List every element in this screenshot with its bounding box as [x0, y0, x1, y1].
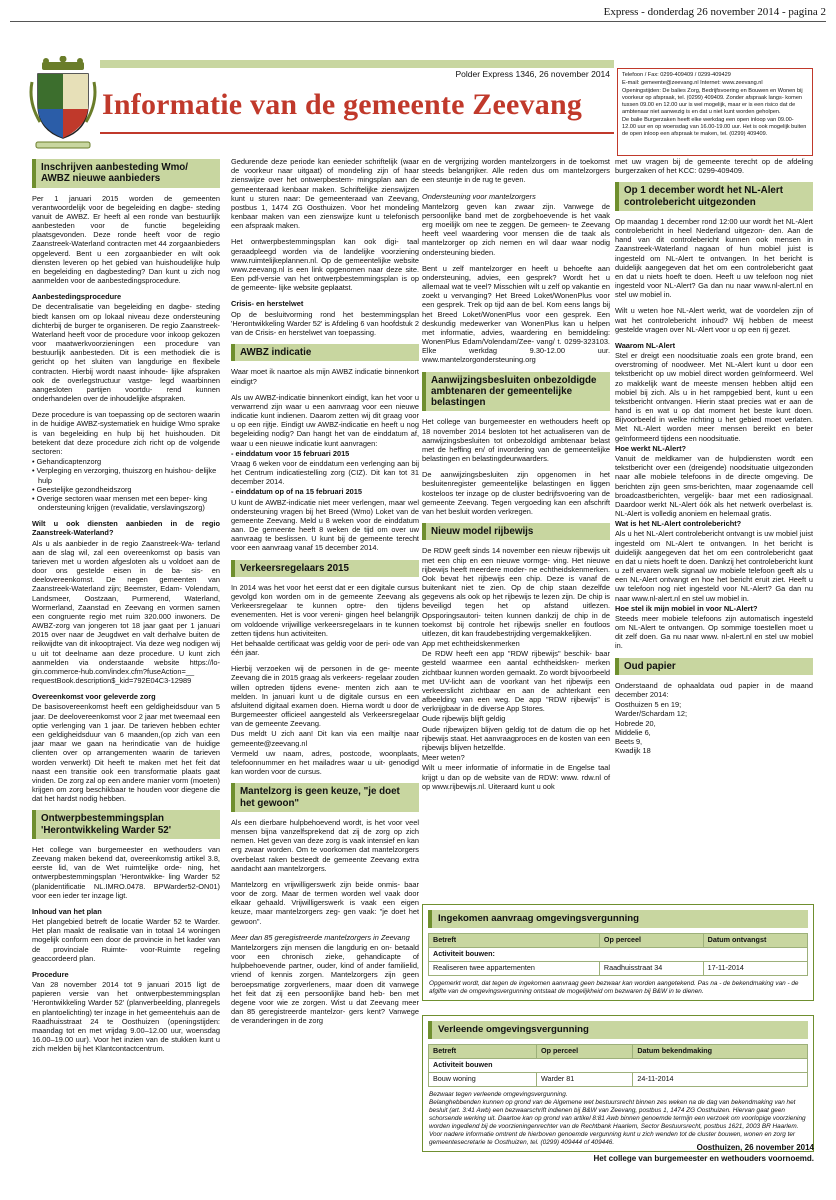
paragraph: Mantelzorg geven kan zwaar zijn. Vanwege de persoonlijke band met de zorgbehoevende is het vaak erg moeilijk om nee te zeggen. De gemeen- te Zeevang heeft veel waardering voor mensen die de taak als mantelzorger op zich nemen en wil daar waar nodig ondersteuning bieden. [422, 201, 610, 257]
signoff-date: Oosthuizen, 26 november 2014 [696, 1143, 814, 1152]
list-item: Beets 9, [615, 736, 643, 746]
column-header: Betreft [429, 933, 600, 947]
subheading: Inhoud van het plan [32, 906, 102, 916]
heading-verkeersregelaars: Verkeersregelaars 2015 [231, 560, 419, 577]
paragraph: Vraag 6 weken voor de einddatum een verlenging aan bij het Centrum indicatiestelling zorg (CIZ). Dit kan tot 31 december 2014. [231, 458, 419, 487]
list-item: • Overige sectoren waar mensen met een beper- king ondersteuning krijgen (revalidatie, verslavingszorg) [32, 493, 208, 513]
title-rule [100, 132, 614, 134]
paragraph: Steeds meer mobiele telefoons zijn automatisch ingesteld om NL-Alert te ontvangen. Op sommige toestellen moet u dit zelf doen. Ga nu naar www. nl-alert.nl en stel uw mobiel in. [615, 613, 813, 651]
list-item: Oosthuizen 5 en 19; [615, 700, 682, 710]
subheading: - einddatum voor 15 februari 2015 [231, 448, 350, 458]
paragraph: Van 28 november 2014 tot 9 januari 2015 ligt de papieren versie van het ontwerpbestemmingsplan 'Herontwikkeling Warder 52' (planverbeelding, planregels en plantoelichting) ter inzage in het gemeentehuis aan de Raadhuisstraat 24 te Oosthuizen (openingstijden: maandag tot en met vrijdag 9.00–12.00 uur, woensdag 16.00–19.00 uur). Voor het inzien van de stukken kunt u zich melden bij het Klantcontactcentrum. [32, 980, 220, 1054]
collection-dates-list [615, 700, 813, 755]
paragraph: Als uw AWBZ-indicatie binnenkort eindigt, kan het voor u verwarrend zijn waar u een aanvraag voor een nieuwe indicatie kunt indienen. Daarom zetten wij dit graag voor u op een rijtje. Eindigt uw AWBZ-indicatie en heeft u nog begeleiding nodig? Dan hangt het van de einddatum af, waar u een nieuwe indicatie kunt aanvragen: [231, 392, 419, 448]
paragraph: Het plangebied betreft de locatie Warder 52 te Warder. Het plan maakt de realisatie van in totaal 14 woningen mogelijk conform een door de provincie in het kader van de provinciale Ruimte- voor-Ruimte regeling geaccordeerd plan. [32, 917, 220, 963]
italic-subheading: Meer dan 85 geregistreerde mantelzorgers in Zeevang [231, 932, 410, 942]
column-3 [422, 157, 610, 798]
heading-awbz-indicatie: AWBZ indicatie [231, 344, 419, 361]
table-cell: 24-11-2014 [633, 1072, 808, 1086]
list-item: Hobrede 20, [615, 718, 656, 728]
subheading: Wilt u ook diensten aanbieden in de regio Zaanstreek-Waterland? [32, 519, 220, 538]
paragraph: De basisovereenkomst heeft een geldigheidsduur van 5 jaar. De deelovereenkomst voor 2 jaar met tweemaal een optie verlenging van 1 jaar. De tarieven hebben echter een geldigheidsduur van 6 maanden,(op zich van een jaar maar we gaan na herindicatie van de huidige clienten over op arrangementen waarin de tarieven worden verwerkt) Dit heeft te maken met het feit dat naast een transitie ook een transformatie plaats gaat vinden. De zorg zal op een andere manier vorm (moeten) krijgen om zorg beschikbaar te houden voor diegene die dat het hardst nodig hebben. [32, 702, 220, 804]
heading-rijbewijs: Nieuw model rijbewijs [422, 523, 610, 540]
table-cell: Activiteit bouwen [429, 1058, 808, 1072]
paragraph: U kunt de AWBZ-indicatie niet meer verlengen, maar wel ondersteuning vragen bij het Breed (Wmo) Loket van de gemeente Zeevang. Meld u 8 weken voor de einddatum aan. De gemeente heeft 8 weken de tijd om over uw aanvraag te beslissen. U kunt bij de gemeente terecht voor een aanvraag vanaf 15 december 2014. [231, 497, 419, 553]
subheading: Wat is het NL-Alert controlebericht? [615, 519, 742, 529]
list-item: • Verpleging en verzorging, thuiszorg en huishou- delijke hulp [32, 466, 217, 485]
contact-email: E-mail: gemeente@zeevang.nl Internet: www.zeevang.nl [622, 79, 763, 86]
signoff-board: Het college van burgemeester en wethouders voornoemd. [593, 1154, 814, 1163]
paragraph: Op maandag 1 december rond 12:00 uur wordt het NL-Alert controlebericht in heel Nederland uitgezon- den. Aan de hand van dit controlebericht kunnen ook mensen in Zaanstreek-Waterland nagaan of hun mobiel juist is ingesteld om NL-Alert te ontvangen. In het bericht is duidelijk aangegeven dat het om een controlebericht gaat en dat u niets hoeft te doen. Heeft u uw telefoon nog niet ingesteld voor NL-Alert? Ga dan nu naar www.nl-alert.nl en stel uw mobiel in. [615, 216, 813, 300]
paragraph: App met echtheidskenmerken [422, 639, 520, 649]
masthead-band [100, 60, 614, 68]
contact-civil-affairs: De balie Burgerzaken heeft elke werkdag een open inloop van 09.00- 12.00 uur en op woensdag van 16.00-19.00 uur. Het is ook mogelijk buiten de open inloop een afspraak te maken, tel. (0299) 409409. [622, 116, 807, 137]
table-row [429, 1072, 808, 1086]
paragraph: Onderstaand de ophaaldata oud papier in de maand december 2014: [615, 680, 813, 700]
permit-granted-note-text: Belanghebbenden kunnen op grond van de Algemene wet bestuursrecht binnen zes weken na de dag van bekendmaking van het besluit (art. 3:41 Awb) een bezwaarschrift indienen bij B&W van Zeevang, postbus 1, 1474 ZG Oosthuizen. Hiervan gaat geen schorsende werking uit. Daartoe kan op grond van artikel 8:81 Awb binnen genoemde termijn een verzoek om voorlopige voorziening worden ingediend bij de voorzieningenrechter van de Rechtbank Haarlem, Sector Bestuursrecht, postbus 1621, 2003 BR Haarlem. Voor nadere informatie omtrent de hierboven genoemde vergunning kunt u zich wenden tot de cluster bouwen, wonen en zorg ter gemeentesecretarie te Oosthuizen, tel. (0299) 409444 of 409446. [429, 1098, 806, 1146]
paragraph: De RDW heeft een app "RDW rijbewijs" beschik- baar gesteld waarmee een aantal echtheidsken- merken zichtbaar kunnen worden gemaakt. Zo wordt bijvoorbeeld met UV-licht aan de voorkant van het rijbewijs een verkeerslicht zichtbaar en aan de achterkant een afbeelding van een weg. De app "RDW rijbewijs" is verkrijgbaar in de diverse App Stores. [422, 649, 610, 714]
paragraph: Het college van burgemeester en wethouders heeft op 18 november 2014 besloten tot het actualiseren van de aanwijzingsbesluiten tot onbezoldigd ambtenaar belast met de heffing en/ of invordering van de gemeentelijke belastingen en belastingdeurwaarders. [422, 417, 610, 464]
subheading: Aanbestedingsprocedure [32, 292, 122, 302]
paragraph: Per 1 januari 2015 worden de gemeenten verantwoordelijk voor de begeleiding en dagbe- steding vanuit de AWBZ. Er heeft al een ronde van bestuurlijk aanbesteden voor de functie begeleiding plaatsgevonden. Deze ronde heeft voor de regio Zaanstreek-Waterland contracten met 44 zorgaanbieders opgeleverd. Bent u een zorgaanbieder en wilt ook diensten leveren op het gebied van huishoudelijke hulp en begeleiding en dagbesteding? Dan kunt u zich nog aanmelden voor de aanbestedingsprocedure. [32, 193, 220, 286]
subheading: Crisis- en herstelwet [231, 299, 304, 309]
table-row [429, 961, 808, 975]
table-header-row [429, 1044, 808, 1058]
paragraph: Het ontwerpbestemmingsplan kan ook digi- taal geraadpleegd worden via de landelijke voorziening www.ruimtelijkeplannen.nl. Op de gemeentelijke website www.zeevang.nl is een link opgenomen naar deze site. Een pdf-versie van het ontwerpbestemmingsplan is op de gemeente- lijke website geplaatst. [231, 237, 419, 293]
paragraph: De decentralisatie van begeleiding en dagbe- steding biedt kansen om op lokaal niveau deze ondersteuning dichterbij de burger te organiseren. De regio Zaanstreek-Waterland heeft voor de procedure voor inkoop gekozen voor maatwerkvoorzieningen een procedure van bestuurlijk aanbesteden. Dit is een methodiek die is gericht op het sluiten van langdurige en flexibele contracten. Hierbij wordt naast inhoude- lijke afspraken ook de overlegstructuur vastge- legd waarbinnen aangesloten partijen voortdu- rend kunnen onderhandelen over de inhoudelijke afspraken. [32, 302, 220, 404]
permit-received-box [422, 904, 814, 1001]
subheading: Waarom NL-Alert [615, 340, 676, 350]
table-cell: Activiteit bouwen: [429, 947, 808, 961]
paragraph: In 2014 was het voor het eerst dat er een digitale cursus gevolgd kon worden om in de gemeente Zeevang als Verkeersregelaar te kunnen optre- den tijdens evenementen. Het is voor vereni- gingen heel belangrijk om voldoende vrijwillige verkeersregelaars in te kunnen zetten tijdens hun activiteiten. [231, 582, 419, 638]
subheading: Overeenkomst voor geleverde zorg [32, 692, 156, 702]
paragraph: Vanuit de meldkamer van de hulpdiensten wordt een tekstbericht over een (dreigende) noodsituatie uitgezonden naar alle mobiele telefoons in de directe omgeving. De berichten zijn geen sms-berichten, maar zogenaamde cell broadcastberichten, vergelijk- baar met een radiosignaal. Daardoor werkt NL-Alert óók als het netwerk overbelast is. NL-Alert is volledig anoniem en helemaal gratis. [615, 454, 813, 519]
paragraph: De RDW geeft sinds 14 november een nieuw rijbewijs uit met een chip en een nieuwe vormge- ving. Het nieuwe rijbewijs heeft meerdere moder- ne echtheidskenmerken. Ook bevat het rijbewijs een chip. Deze is vanaf de buitenkant niet te zien. Op de chip staan dezelfde gegevens als ook op het rijbewijs te lezen zijn. De chip is beveiligd tegen het op afstand uitlezen. Opsporingsautori- teiten kunnen dankzij de chip in de toekomst bij controle het rijbewijs sneller en foutloos uitlezen, dit kan fraudebestrijding vergemakkelijken. [422, 546, 610, 638]
paragraph: Vermeld uw naam, adres, postcode, woonplaats, telefoonnummer en het mailadres waar u uit- genodigd kan worden voor de cursus. [231, 748, 419, 777]
heading-mantelzorg: Mantelzorg is geen keuze, "je doet het gewoon" [231, 783, 419, 812]
column-4 [615, 157, 813, 762]
sector-list [32, 457, 220, 512]
contact-hours: Openingstijden: De balies Zorg, Bedrijfsvoering en Bouwen en Wonen bij voorkeur op afspraak, tel. (0299) 409409. Zonder afspraak langs- komen tussen 09.00 en 12.00 uur is wel mogelijk, maar er is een risico dat de ambtenaar niet aanwezig is en dat u niet kunt worden geholpen. [622, 87, 803, 115]
heading-oud-papier: Oud papier [615, 658, 813, 675]
column-header: Op perceel [599, 933, 703, 947]
subheading: Hoe stel ik mijn mobiel in voor NL-Alert? [615, 603, 758, 613]
heading-nl-alert: Op 1 december wordt het NL-Alert controlebericht uitgezonden [615, 182, 813, 211]
paragraph: Hierbij verzoeken wij de personen in de ge- meente Zeevang die in 2015 graag als verkeers- regelaar zouden willen optreden tijdens evene- menten zich aan te melden. In januari kunt u de digitale cursus en een afsluitend digitaal examen doen. Hierna wordt u door de Burgemeester officieel aangesteld als Verkeersregelaar van de gemeente Zeevang. [231, 664, 419, 729]
subheading: - einddatum op of na 15 februari 2015 [231, 487, 363, 497]
heading-warder-52: Ontwerpbestemmingsplan 'Herontwikkeling Warder 52' [32, 810, 220, 839]
contact-phone: Telefoon / Fax: 0299-409409 / 0299-409429 [622, 72, 731, 78]
italic-subheading: Ondersteuning voor mantelzorgers [422, 191, 536, 201]
paragraph: Op de besluitvorming rond het bestemmingsplan 'Herontwikkeling Warder 52' is Afdeling 6 van hoofdstuk 2 van de Crisis- en herstelwet van toepassing. [231, 309, 419, 337]
heading-aanwijzingsbesluiten: Aanwijzingsbesluiten onbezoldigde ambtenaren der gemeentelijke belastingen [422, 372, 610, 412]
permit-received-note: Opgemerkt wordt, dat tegen de ingekomen aanvraag geen bezwaar kan worden aangetekend. Pas na - de bekendmaking van - de afgifte van de omgevingsvergunning ontstaat de mogelijkheid om bezwaren bij B&W in te dienen. [429, 979, 799, 995]
paragraph: Stel er dreigt een noodsituatie zoals een grote brand, een overstroming of noodweer. Met NL-Alert kunt u door een tekstbericht op uw mobiel direct worden geïnformeerd. Wel zo makkelijk want de meeste mensen hebben altijd een mobiel bij zich. Als u in het rampgebied bent, kunt u een tekstbericht ontvangen. Hierin staat precies wat er aan de hand is en wat u op dat moment het beste kunt doen. Bijvoorbeeld in welke richting u het gebied moet verlaten. Met NL-Alert worden meer mensen bereikt en beter geïnformeerd tijdens een noodsituatie. [615, 351, 813, 443]
paragraph: Als u het NL-Alert controlebericht ontvangt is uw mobiel juist ingesteld om NL-Alert te ontvangen. In het bericht is duidelijk aangegeven dat het om een controlebericht gaat en dat u niets hoeft te doen. Dankzij het controlebericht kunt u zelf ervaren welk signaal uw mobiele telefoon geeft als u een NL-Alert ontvangt en hoe het bericht eruit ziet. Heeft u uw telefoon nog niet ingesteld voor NL-Alert? Ga dan nu naar www.nl-alert.nl en stel uw mobiel in. [615, 529, 813, 603]
running-head: Express - donderdag 26 november 2014 - pagina 2 [603, 6, 826, 18]
paragraph: Gedurende deze periode kan eenieder schriftelijk (waar de voorkeur naar uitgaat) of mondeling zijn of haar zienswijze over het ontwerpbestem- mingsplan aan de gemeenteraad kenbaar maken. Schriftelijke zienswijzen kunt u sturen naar: De gemeenteraad van Zeevang, postbus 1, 1474 ZG Oosthuizen. Voor het mondeling kenbaar maken van een zienswijze kunt u telefonisch een afspraak maken. [231, 157, 419, 231]
table-cell: Raadhuisstraat 34 [599, 961, 703, 975]
permit-granted-note-title: Bezwaar tegen verleende omgevingsvergunning. [429, 1090, 568, 1098]
table-cell: 17-11-2014 [703, 961, 807, 975]
paragraph: Als u als aanbieder in de regio Zaanstreek-Wa- terland aan de slag wil, zal een overeenkomst op basis van tarieven met u worden afgesloten als u voldoet aan de door ons gestelde eisen in de ba- sis- en deelovereenkomst. De negen gemeenten van Zaanstreek-Waterland zijn; Beemster, Edam- Volendam, Landsmeer, Oostzaan, Purmerend, Waterland, Wormerland, Zaanstad en Zeevang en vormen samen een congruente regio met ruim 320.000 inwoners. De AWBZ-zorg van jongeren tot 18 jaar gaat per 1 januari 2015 over naar de Jeugdwet en valt derhalve buiten de reikwijdte van dit inkooptraject. Via deze weg nodigen wij u uit tot deelname aan deze procedure. U kunt zich aanmelden via onderstaande website https://lo- gin.commerce-hub.com/index.cfm?fuseAction=__ requestBook.description$_kid=792E04C3-12989 [32, 538, 220, 686]
paragraph: De aanwijzingsbesluiten zijn opgenomen in het besluitenregister gemeentelijke belastingen en liggen kosteloos ter inzage op de cluster bedrijfsvoering van de gemeente Zeevang. Tegen vergoeding kan een afschrift van het besluit worden verkregen. [422, 470, 610, 516]
list-item: • Geestelijke gezondheidszorg [32, 484, 132, 494]
heading-wmo-awbz: Inschrijven aanbesteding Wmo/ AWBZ nieuwe aanbieders [32, 159, 220, 188]
paragraph: Oude rijbewijs blijft geldig [422, 714, 506, 724]
contact-box [617, 68, 813, 156]
list-item: Middelie 6, [615, 727, 651, 737]
permit-granted-title: Verleende omgevingsvergunning [428, 1021, 808, 1039]
paragraph: Deze procedure is van toepassing op de sectoren waarin in de huidige AWBZ-systematiek en huidige Wmo sprake is van begeleiding en hulp bij het huishouden. Dit betekent dat deze procedure zich richt op de volgende sectoren: [32, 410, 220, 456]
paragraph: Wilt u weten hoe NL-Alert werkt, wat de voordelen zijn of wat het controlebericht inhoud? Wij hebben de meest gestelde vragen over NL-Alert voor u op een rij gezet. [615, 306, 813, 334]
paragraph: Als een dierbare hulpbehoevend wordt, is het voor veel mensen bijna vanzelfsprekend dat zij de zorg op zich nemen. Het geven van deze zorg is vaak intensief en kan erg zwaar worden. Om te voorkomen dat mantelzorgers overbelast raken besteedt de gemeente Zeevang extra aandacht aan mantelzorgers. [231, 817, 419, 873]
table-cell: Warder 81 [537, 1072, 633, 1086]
paragraph: en de vergrijzing worden mantelzorgers in de toekomst steeds belangrijker. Alle reden dus om mantelzorgers een steuntje in de rug te geven. [422, 157, 610, 185]
column-header: Datum ontvangst [703, 933, 807, 947]
column-header: Betreft [429, 1044, 537, 1058]
permit-granted-box [422, 1015, 814, 1152]
paragraph: met uw vragen bij de gemeente terecht op de afdeling burgerzaken of het KCC: 0299-409409. [615, 157, 813, 176]
permit-received-table [428, 933, 808, 976]
column-1 [32, 157, 220, 1061]
table-row [429, 947, 808, 961]
paragraph: Dus meldt U zich aan! Dit kan via een mailtje naar gemeente@zeevang.nl [231, 729, 419, 748]
list-item: • Gehandicaptenzorg [32, 457, 102, 467]
table-row [429, 1058, 808, 1072]
paragraph: Bent u zelf mantelzorger en heeft u behoefte aan ondersteuning, advies, een gesprek? Wordt het u allemaal wat te veel? Misschien wilt u zelf op vakantie en zoekt u vervanging? Het Breed Loket/WonenPlus voor een gesprek. Trek op tijd aan de bel. Kom eens langs bij het Breed Loket/WonenPlus voor een gesprek. Een deskundig medewerker van WonenPlus kan u helpen met informatie, advies, waardering en bemiddeling: WonenPlus Edam/Volendam/Zee- vang/ t. 0299-323103. Elke werkdag 9.30-12.00 uur. www.mantelzorgondersteuning.org [422, 263, 610, 365]
paragraph: Het college van burgemeester en wethouders van Zeevang maken bekend dat, overeenkomstig artikel 3.8, eerste lid, van de Wet ruimtelijke orde- ning, het ontwerpbestemmingsplan 'Herontwikke- ling Warder 52 (planidentificatie NL.IMRO.0478. BPWarder52-ON01) voor een ieder ter inzage ligt. [32, 844, 220, 900]
column-header: Datum bekendmaking [633, 1044, 808, 1058]
page-title: Informatie van de gemeente Zeevang [102, 88, 583, 121]
paragraph: Meer weten? [422, 753, 465, 763]
paragraph: Wilt u meer informatie of informatie in de Engelse taal krijgt u dan op de website van de RDW: www. rdw.nl of op www.rijbewijs.nl. Uiteraard kunt u ook [422, 763, 610, 791]
paragraph: Oude rijbewijzen blijven geldig tot de datum die op het rijbewijs staat. Het aanvraagproces en de kosten van een rijbewijs blijven hetzelfde. [422, 724, 610, 752]
table-cell: Realiseren twee appartementen [429, 961, 600, 975]
paragraph: Waar moet ik naartoe als mijn AWBZ indicatie binnenkort eindigt? [231, 367, 419, 386]
subheading: Procedure [32, 969, 69, 979]
subheading: Hoe werkt NL-Alert? [615, 443, 687, 453]
paragraph: Mantelzorgers zijn mensen die langdurig en on- betaald voor een chronisch zieke, gehandicapte of hulpbehoevende partner, ouder, kind of ander familielid, vriend of kennis zorgen. Mantelzorgers zijn geen beroepsmatige zorgverleners, maar doen dit vanwege het feit dat zij een persoonlijke band heb- ben met degene voor wie ze zorgen. Wist u dat Zeevang meer dan 85 geregistreerde mantelzor- gers kent? Vanwege de veranderingen in de zorg [231, 942, 419, 1026]
list-item: Kwadijk 18 [615, 746, 651, 756]
header-rule [10, 21, 826, 22]
paragraph: Mantelzorg en vrijwilligerswerk zijn beide onmis- baar voor de zorg. Maar de termen worden wel vaak door elkaar gehaald. Vrijwilligerswerk is vaak een eigen keuze, maar mantelzorgers zeg- gen vaak: "je doet het gewoon". [231, 879, 419, 926]
table-cell: Bouw woning [429, 1072, 537, 1086]
column-2 [231, 157, 419, 1032]
municipal-crest-icon [28, 56, 98, 156]
list-item: Warder/Schardam 12; [615, 709, 688, 719]
column-header: Op perceel [537, 1044, 633, 1058]
permit-granted-note [423, 1087, 813, 1151]
permit-received-title: Ingekomen aanvraag omgevingsvergunning [428, 910, 808, 928]
paragraph: Het behaalde certificaat was geldig voor de peri- ode van één jaar. [231, 638, 419, 658]
table-header-row [429, 933, 808, 947]
edition-line: Polder Express 1346, 26 november 2014 [455, 69, 610, 79]
permit-granted-table [428, 1044, 808, 1087]
